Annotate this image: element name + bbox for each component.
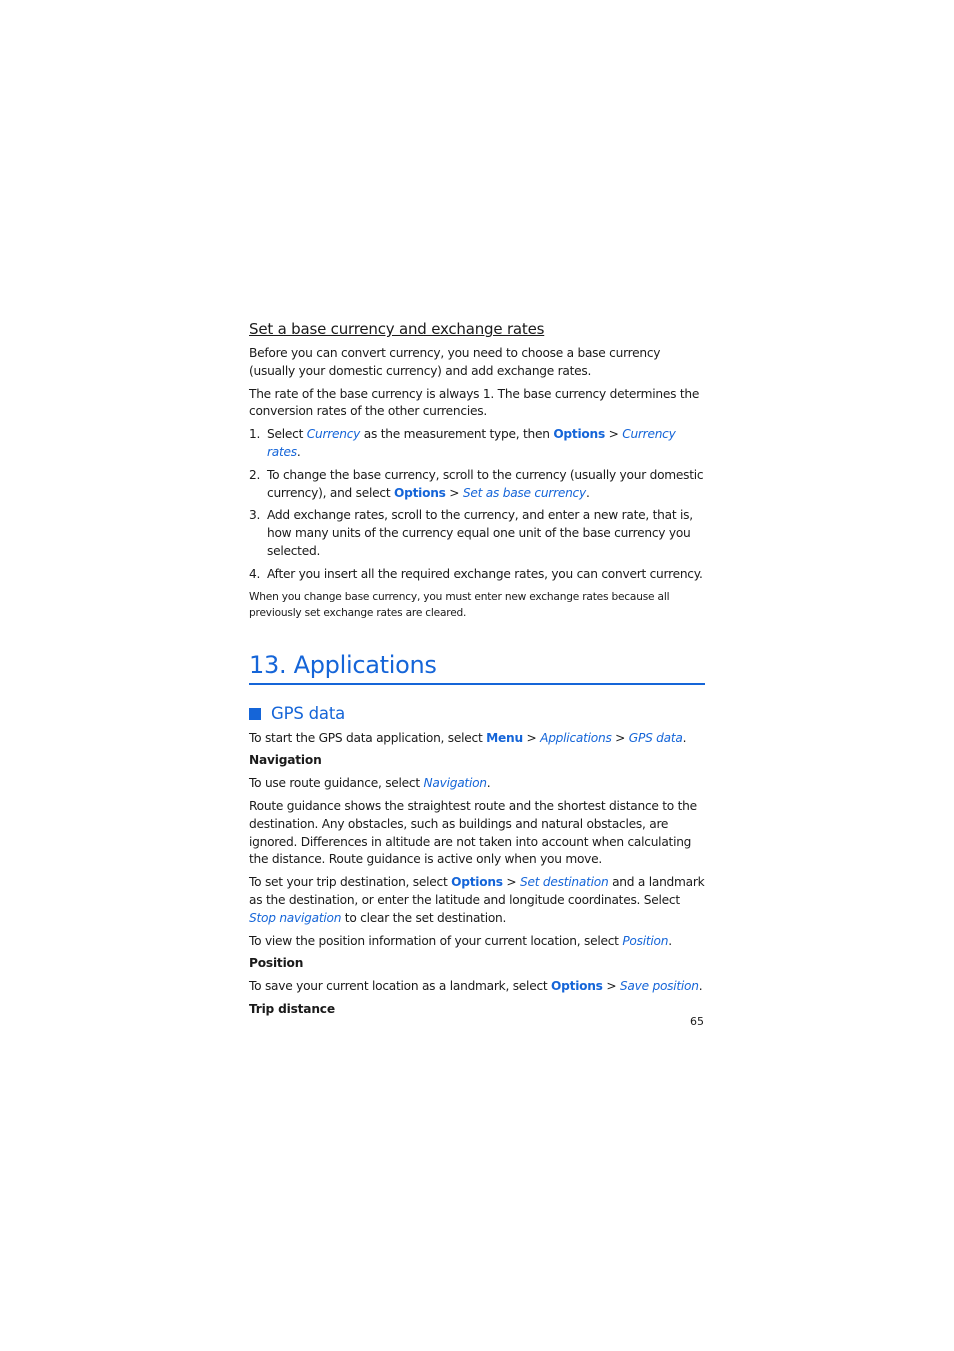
list-item: 1. Select Currency as the measurement type, then Options > Currency rates. <box>249 427 676 459</box>
paragraph: To start the GPS data application, select Menu > Applications > GPS data. <box>249 730 687 745</box>
paragraph: To set your trip destination, select Options > Set destination and a landmark as the destination, or enter the latitude and longitude coordinates. Select Stop navigation to clear the set destination. <box>249 875 705 925</box>
options-command: Options <box>451 875 503 890</box>
menu-command: Menu <box>486 730 523 745</box>
menu-path-navigation: Navigation <box>423 776 487 791</box>
options-command: Options <box>394 485 446 500</box>
subheading-trip-distance: Trip distance <box>249 1001 335 1016</box>
section-heading-base-currency: Set a base currency and exchange rates <box>249 320 545 338</box>
menu-path-currency-rates: Currency rates <box>267 427 676 459</box>
square-bullet-icon <box>249 708 261 720</box>
chapter-title: 13. Applications <box>249 649 705 685</box>
section-heading-gps: GPS data <box>249 703 705 725</box>
page-number: 65 <box>690 1015 704 1028</box>
paragraph: The rate of the base currency is always 1. The base currency determines the conversion rates of the other currencies. <box>249 386 700 419</box>
menu-path-position: Position <box>622 933 669 948</box>
paragraph: To use route guidance, select Navigation. <box>249 776 491 791</box>
options-command: Options <box>551 979 603 994</box>
menu-path-set-destination: Set destination <box>520 875 609 890</box>
menu-path-stop-navigation: Stop navigation <box>249 910 342 925</box>
list-item: 2. To change the base currency, scroll to the currency (usually your domestic currency), and select Options > Set as base currency. <box>249 467 704 500</box>
menu-path-save-position: Save position <box>619 979 699 994</box>
paragraph: Before you can convert currency, you need to choose a base currency (usually your domestic currency) and add exchange rates. <box>249 346 661 378</box>
note: When you change base currency, you must enter new exchange rates because all previously set exchange rates are cleared. <box>249 590 670 619</box>
subheading-position: Position <box>249 956 304 971</box>
subheading-navigation: Navigation <box>249 753 322 768</box>
page-content <box>249 318 705 1024</box>
steps-list <box>249 426 705 583</box>
options-command: Options <box>553 427 605 442</box>
menu-path-gps-data: GPS data <box>628 730 683 745</box>
paragraph: Route guidance shows the straightest route and the shortest distance to the destination. Any obstacles, such as buildings and natural obstacles, are ignored. Differences in altitude are not taken into account when calculating the distance. Route guidance is active only when you move. <box>249 798 697 867</box>
menu-path-currency: Currency <box>306 427 361 442</box>
list-item: 4. After you insert all the required exchange rates, you can convert currency. <box>249 566 703 581</box>
list-item: 3. Add exchange rates, scroll to the currency, and enter a new rate, that is, how many units of the currency equal one unit of the base currency you selected. <box>249 508 693 558</box>
paragraph: To view the position information of your current location, select Position. <box>249 933 672 948</box>
menu-path-set-base-currency: Set as base currency <box>462 485 586 500</box>
paragraph: To save your current location as a landmark, select Options > Save position. <box>249 979 703 994</box>
menu-path-applications: Applications <box>540 730 612 745</box>
